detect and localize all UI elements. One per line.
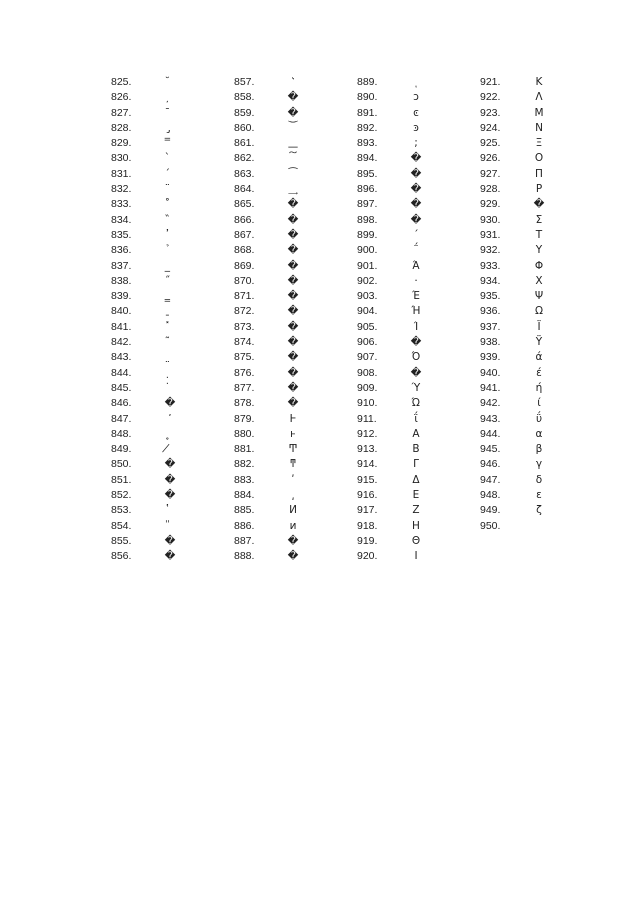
glyph-sample	[157, 366, 183, 381]
row-number: 887.	[234, 534, 255, 547]
row-number: 895.	[357, 167, 378, 180]
row-number: 886.	[234, 519, 255, 532]
row-number: 876.	[234, 366, 255, 379]
glyph-sample: �	[410, 152, 422, 165]
row-number: 878.	[234, 397, 255, 410]
glyph-sample: δ	[535, 473, 543, 486]
glyph-sample: Ο	[534, 152, 544, 165]
glyph-sample: Ό	[411, 351, 421, 364]
glyph-sample: ΐ	[414, 412, 418, 425]
glyph-sample: ε	[536, 489, 542, 502]
glyph-sample	[157, 519, 183, 534]
row-number: 834.	[111, 213, 132, 226]
row-number: 838.	[111, 274, 132, 287]
glyph-sample	[157, 106, 183, 121]
glyph-sample: ͷ	[289, 519, 297, 532]
row-number: 934.	[480, 274, 501, 287]
row-number: 880.	[234, 427, 255, 440]
row-number: 828.	[111, 121, 132, 134]
glyph-sample	[157, 182, 183, 197]
glyph-sample: �	[287, 290, 299, 303]
glyph-sample: ͵	[291, 489, 295, 502]
glyph-sample: γ	[535, 458, 543, 471]
row-number: 916.	[357, 489, 378, 502]
row-number: 884.	[234, 489, 255, 502]
glyph-sample: Ϊ	[537, 320, 541, 333]
row-number: 859.	[234, 106, 255, 119]
row-number: 922.	[480, 91, 501, 104]
glyph-sample	[157, 274, 183, 289]
glyph-sample: Ξ	[535, 137, 543, 150]
glyph-sample: β	[535, 443, 543, 456]
row-number: 899.	[357, 228, 378, 241]
glyph-sample: Ͱ	[289, 412, 297, 425]
row-number: 844.	[111, 366, 132, 379]
row-number: 891.	[357, 106, 378, 119]
glyph-sample	[157, 259, 183, 274]
row-number: 862.	[234, 152, 255, 165]
glyph-sample: Η	[412, 519, 420, 532]
row-number: 864.	[234, 183, 255, 196]
glyph-sample	[280, 121, 306, 136]
row-number: 842.	[111, 336, 132, 349]
glyph-sample: Ή	[411, 305, 421, 318]
row-number: 919.	[357, 534, 378, 547]
glyph-sample: Τ	[535, 228, 543, 241]
row-number: 867.	[234, 228, 255, 241]
glyph-sample: �	[287, 106, 299, 119]
glyph-sample	[157, 75, 183, 90]
row-number: 937.	[480, 320, 501, 333]
row-number: 836.	[111, 244, 132, 257]
row-number: 832.	[111, 183, 132, 196]
row-number: 920.	[357, 550, 378, 563]
glyph-sample	[157, 442, 183, 457]
glyph-sample: Α	[412, 427, 420, 440]
glyph-sample: Σ	[535, 213, 543, 226]
glyph-sample: έ	[536, 366, 542, 379]
glyph-sample: ͽ	[413, 121, 419, 134]
glyph-sample: �	[164, 489, 176, 502]
glyph-sample: �	[287, 91, 299, 104]
glyph-sample: ή	[535, 381, 543, 394]
row-number: 860.	[234, 121, 255, 134]
row-number: 933.	[480, 259, 501, 272]
glyph-sample: Ρ	[535, 183, 543, 196]
row-number: 829.	[111, 137, 132, 150]
row-number: 837.	[111, 259, 132, 272]
row-number: 879.	[234, 412, 255, 425]
glyph-sample: Ζ	[412, 504, 420, 517]
glyph-sample: �	[410, 198, 422, 211]
row-number: 943.	[480, 412, 501, 425]
glyph-sample: �	[287, 366, 299, 379]
row-number: 866.	[234, 213, 255, 226]
row-number: 826.	[111, 91, 132, 104]
row-number: 946.	[480, 458, 501, 471]
row-number: 839.	[111, 290, 132, 303]
row-number: 861.	[234, 137, 255, 150]
row-number: 925.	[480, 137, 501, 150]
row-number: 865.	[234, 198, 255, 211]
row-number: 841.	[111, 320, 132, 333]
glyph-sample: Έ	[412, 290, 420, 303]
glyph-sample: �	[410, 366, 422, 379]
glyph-sample	[157, 136, 183, 151]
glyph-sample: Ε	[412, 489, 420, 502]
glyph-sample: �	[164, 473, 176, 486]
glyph-sample: Ϋ	[535, 336, 543, 349]
glyph-sample: ζ	[536, 504, 542, 517]
glyph-sample: Δ	[412, 473, 420, 486]
glyph-sample	[280, 136, 306, 151]
row-number: 831.	[111, 167, 132, 180]
row-number: 870.	[234, 274, 255, 287]
glyph-sample: �	[287, 305, 299, 318]
row-number: 911.	[357, 412, 377, 425]
glyph-sample	[157, 151, 183, 166]
glyph-sample: α	[535, 427, 543, 440]
row-number: 939.	[480, 351, 501, 364]
row-number: 930.	[480, 213, 501, 226]
row-number: 947.	[480, 473, 501, 486]
glyph-sample: �	[287, 320, 299, 333]
row-number: 868.	[234, 244, 255, 257]
glyph-sample: Ι	[414, 550, 418, 563]
glyph-sample: �	[410, 167, 422, 180]
glyph-sample: Λ	[535, 91, 543, 104]
row-number: 825.	[111, 76, 132, 88]
row-number: 853.	[111, 504, 132, 517]
row-number: 889.	[357, 76, 378, 88]
glyph-sample: �	[287, 397, 299, 410]
row-number: 872.	[234, 305, 255, 318]
row-number: 903.	[357, 290, 378, 303]
glyph-sample	[280, 151, 306, 166]
row-number: 904.	[357, 305, 378, 318]
row-number: 850.	[111, 458, 132, 471]
row-number: 931.	[480, 228, 501, 241]
row-number: 941.	[480, 381, 501, 394]
glyph-sample: Κ	[535, 76, 543, 88]
row-number: 855.	[111, 534, 132, 547]
glyph-sample: ͳ	[289, 458, 297, 471]
row-number: 885.	[234, 504, 255, 517]
row-number: 858.	[234, 91, 255, 104]
glyph-sample: �	[410, 213, 422, 226]
glyph-sample: ·	[414, 274, 418, 287]
row-number: 881.	[234, 443, 255, 456]
glyph-sample: ΅	[413, 244, 419, 257]
row-number: 835.	[111, 228, 132, 241]
row-number: 913.	[357, 443, 378, 456]
row-number: 940.	[480, 366, 501, 379]
glyph-sample: ΄	[413, 228, 419, 241]
row-number: 840.	[111, 305, 132, 318]
glyph-sample: �	[164, 550, 176, 563]
glyph-sample	[157, 304, 183, 319]
row-number: 906.	[357, 336, 378, 349]
row-number: 849.	[111, 443, 132, 456]
row-number: 910.	[357, 397, 378, 410]
glyph-sample: �	[164, 458, 176, 471]
glyph-sample: �	[164, 534, 176, 547]
row-number: 857.	[234, 76, 255, 88]
row-number: 888.	[234, 550, 255, 563]
row-number: 874.	[234, 336, 255, 349]
glyph-sample: �	[287, 381, 299, 394]
row-number: 890.	[357, 91, 378, 104]
glyph-sample: �	[287, 259, 299, 272]
glyph-sample: Μ	[534, 106, 544, 119]
glyph-sample: Β	[412, 443, 420, 456]
glyph-sample: Ͷ	[289, 504, 297, 517]
glyph-sample: ά	[535, 351, 543, 364]
row-number: 907.	[357, 351, 378, 364]
row-number: 846.	[111, 397, 132, 410]
glyph-sample: �	[287, 550, 299, 563]
row-number: 902.	[357, 274, 378, 287]
glyph-sample: �	[287, 274, 299, 287]
glyph-sample	[157, 320, 183, 335]
glyph-sample	[157, 167, 183, 182]
glyph-sample: Ͳ	[288, 443, 298, 456]
row-number: 898.	[357, 213, 378, 226]
glyph-sample: Ν	[535, 121, 543, 134]
row-number: 927.	[480, 167, 501, 180]
glyph-sample: �	[287, 351, 299, 364]
glyph-sample	[157, 213, 183, 228]
glyph-sample: Χ	[535, 274, 543, 287]
row-number: 851.	[111, 473, 132, 486]
row-number: 869.	[234, 259, 255, 272]
glyph-sample: Γ	[413, 458, 419, 471]
row-number: 923.	[480, 106, 501, 119]
row-number: 827.	[111, 106, 132, 119]
row-number: 932.	[480, 244, 501, 257]
glyph-sample: �	[287, 244, 299, 257]
glyph-sample: �	[533, 198, 545, 211]
row-number: 892.	[357, 121, 378, 134]
row-number: 936.	[480, 305, 501, 318]
row-number: 877.	[234, 381, 255, 394]
glyph-sample: Ω	[534, 305, 544, 318]
glyph-sample	[157, 381, 183, 396]
row-number: 944.	[480, 427, 501, 440]
row-number: 908.	[357, 366, 378, 379]
row-number: 945.	[480, 443, 501, 456]
glyph-sample: ͻ	[413, 91, 419, 104]
row-number: 942.	[480, 397, 501, 410]
row-number: 856.	[111, 550, 132, 563]
row-number: 847.	[111, 412, 132, 425]
row-number: 894.	[357, 152, 378, 165]
glyph-sample	[157, 243, 183, 258]
row-number: 909.	[357, 381, 378, 394]
row-number: 918.	[357, 519, 378, 532]
row-number: 924.	[480, 121, 501, 134]
row-number: 935.	[480, 290, 501, 303]
glyph-sample	[280, 75, 306, 90]
row-number: 905.	[357, 320, 378, 333]
glyph-sample	[157, 335, 183, 350]
row-number: 830.	[111, 152, 132, 165]
row-number: 863.	[234, 167, 255, 180]
glyph-sample: �	[410, 336, 422, 349]
glyph-sample: Π	[535, 167, 543, 180]
row-number: 848.	[111, 427, 132, 440]
row-number: 852.	[111, 489, 132, 502]
glyph-sample: ί	[537, 397, 541, 410]
glyph-sample: ʹ	[291, 473, 295, 486]
row-number: 900.	[357, 244, 378, 257]
row-number: 928.	[480, 183, 501, 196]
glyph-sample	[280, 167, 306, 182]
row-number: 896.	[357, 183, 378, 196]
glyph-sample: �	[287, 213, 299, 226]
row-number: 893.	[357, 137, 378, 150]
glyph-sample: Θ	[411, 534, 421, 547]
row-number: 917.	[357, 504, 378, 517]
glyph-sample: Ά	[412, 259, 420, 272]
glyph-sample: ͺ	[413, 76, 419, 88]
row-number: 929.	[480, 198, 501, 211]
glyph-sample	[157, 228, 183, 243]
row-number: 897.	[357, 198, 378, 211]
row-number: 901.	[357, 259, 378, 272]
row-number: 912.	[357, 427, 378, 440]
glyph-sample: Ί	[413, 320, 419, 333]
row-number: 921.	[480, 76, 501, 88]
glyph-sample	[157, 412, 183, 427]
glyph-sample	[157, 289, 183, 304]
row-number: 882.	[234, 458, 255, 471]
row-number: 914.	[357, 458, 378, 471]
glyph-sample: Φ	[534, 259, 544, 272]
glyph-sample	[157, 350, 183, 365]
glyph-sample: ͱ	[290, 427, 296, 440]
row-number: 950.	[480, 519, 501, 532]
glyph-sample: Υ	[535, 244, 543, 257]
row-number: 948.	[480, 489, 501, 502]
glyph-sample: ;	[414, 137, 418, 150]
glyph-sample: Ώ	[411, 397, 421, 410]
row-number: 871.	[234, 290, 255, 303]
row-number: 883.	[234, 473, 255, 486]
glyph-sample: ͼ	[413, 106, 419, 119]
row-number: 949.	[480, 504, 501, 517]
row-number: 845.	[111, 381, 132, 394]
glyph-sample: Ύ	[411, 381, 421, 394]
row-number: 833.	[111, 198, 132, 211]
row-number: 873.	[234, 320, 255, 333]
glyph-sample: �	[287, 336, 299, 349]
row-number: 875.	[234, 351, 255, 364]
glyph-sample	[157, 90, 183, 105]
glyph-sample: �	[164, 397, 176, 410]
row-number: 938.	[480, 336, 501, 349]
glyph-sample	[280, 182, 306, 197]
glyph-sample	[157, 503, 183, 518]
row-number: 854.	[111, 519, 132, 532]
glyph-sample	[157, 427, 183, 442]
row-number: 915.	[357, 473, 378, 486]
glyph-sample: �	[287, 198, 299, 211]
glyph-sample: �	[410, 183, 422, 196]
glyph-sample: Ψ	[534, 290, 544, 303]
row-number: 843.	[111, 351, 132, 364]
row-number: 926.	[480, 152, 501, 165]
glyph-sample	[157, 121, 183, 136]
glyph-sample: �	[287, 228, 299, 241]
glyph-sample	[157, 197, 183, 212]
glyph-sample: ΰ	[535, 412, 543, 425]
glyph-sample: �	[287, 534, 299, 547]
